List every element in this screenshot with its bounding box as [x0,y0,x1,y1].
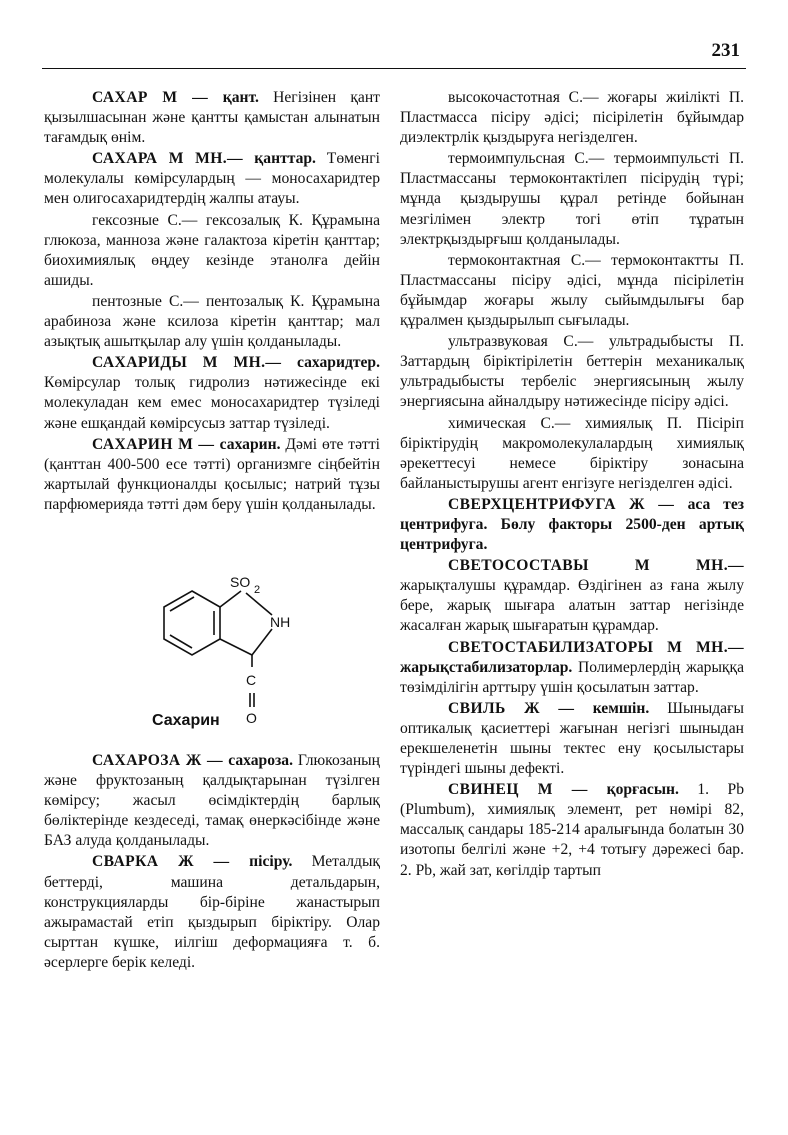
entry-headword: СВИНЕЦ М — [448,781,607,799]
entry-text: Төменгі молекулалы көмірсулардың — моносахаридтер мен олигосахаридтердің жалпы атауы. [44,150,380,208]
dictionary-entry [400,699,744,779]
entry-translation: қант. [222,89,259,106]
entry-text: Металдық беттерді, машина детальдарын, конструкцияларды бір-біріне жанастырып ажырамастай етіп қыздырып біріктіру. Олар сырттан күшке, иілгіш деформацияға т. б. әсерлерге берік келеді. [44,853,380,971]
entry-text: термоконтактная С.— термоконтактты П. Пластмассаны пісіру әдісі, мұнда пісірілетін бұйымдар жоғары жылу сыйымдылығы бар құралмен қыздырылып сығылады. [400,251,744,330]
entry-translation: қанттар. [254,150,316,168]
left-entries [44,88,380,515]
entry-headword: САХАРА М МН.— [92,150,255,168]
o-label: O [246,709,257,726]
dictionary-entry [44,149,380,209]
dictionary-entry [44,353,380,433]
dictionary-entry [44,435,380,515]
dictionary-entry [400,556,744,636]
benzene-double-bond-1 [170,597,194,611]
entry-translation: қорғасын. [606,781,679,799]
entry-translation: пісіру. [249,853,293,871]
entry-text: высокочастотная С.— жоғары жиілікті П. Пластмасса пісіру әдісі; пісірілетін бұйымдар диэлектрлік қыздыруға негізделген. [400,89,744,147]
dictionary-entry [44,292,380,352]
bond-so2-nh [246,593,272,615]
entry-text: термоимпульсная С.— термоимпульсті П. Пластмассаны термоконтактілеп пісірудің түрі; мұнда қыздырушы құрал ретінде бойынан мезгілімен электр тогі өтіп тұратын электрқыздырғыш қолданылады. [400,150,744,248]
dictionary-entry [400,780,744,880]
entry-text: жарықталушы құрамдар. Өздігінен аз ғана жылу бере, жарық шығара алатын заттар негізінде жасалған жарық шығаратын құрамдар. [400,577,744,635]
right-entries [400,88,744,881]
entry-text: Негізінен қант қызылшасынан және қантты қамыстан алынатын тағамдық өнім. [44,89,380,147]
dictionary-entry [400,638,744,698]
entry-headword: СВЕРХЦЕНТРИФУГА Ж — [448,495,688,513]
c-label: C [246,671,257,688]
saccharin-figure [44,543,380,741]
nh-label: NH [270,613,291,630]
right-column [400,88,744,882]
left-column [44,88,380,974]
bond-ring-so2 [220,591,241,607]
entry-translation: аса тез центрифуга. Бөлу факторы 2500-ден артық центрифуга. [400,495,745,554]
dictionary-entry [400,332,744,412]
entry-translation: кемшін. [592,699,650,717]
entry-translation: сахарин. [219,435,281,453]
entry-headword: СВАРКА Ж — [92,853,250,871]
entry-text: ультразвуковая С.— ультрадыбысты П. Заттардың біріктірілетін беттерін механикалық ультрадыбысты тербеліс энергиясының жылу энергиясына айналдыру нәтижесінде пісіру әдісі. [400,333,744,411]
header-rule [42,68,746,69]
entry-headword: СВЕТОСТАБИЛИЗАТОРЫ М МН.— [448,638,744,656]
page-number: 231 [711,40,740,61]
so2-subscript: 2 [254,583,261,596]
dictionary-entry [44,211,380,291]
entry-headword: СВЕТОСОСТАВЫ М МН.— [448,557,744,575]
entry-headword: САХАРИДЫ М МН.— [92,354,297,372]
entry-headword: САХАРИН М — [92,435,220,453]
dictionary-entry [400,495,744,555]
dictionary-entry [400,414,744,494]
left-entries-after [44,751,380,973]
entry-text: Глюкозаның және фруктозаның қалдықтарынан түзілген көмірсу; жасыл өсімдіктердің барлық бөліктерінде кездеседі, тамақ өнеркәсібінде және БАЗ алуда қолданылады. [44,751,380,850]
entry-translation: сахароза. [228,751,293,769]
entry-text: гексозные С.— гексозалық К. Құрамына глюкоза, манноза және галактоза кіретін қанттар; биохимиялық өңдеу кезінде этанолға дейін ашиды. [44,211,380,289]
bond-nh-c [252,629,272,655]
entry-headword: САХАРОЗА Ж — [92,751,229,769]
benzene-ring [164,591,220,655]
benzene-double-bond-3 [170,635,192,648]
bond-ring-c [220,639,252,655]
entry-text: Дәмі өте тәтті (қанттан 400-500 есе тәтті) организмге сіңбейтін жартылай функционалды қосылыс; натрий тұзы парфюмерияда тәтті дәм беру үшін қолданылады. [44,435,381,513]
entry-text: Көмірсулар толық гидролиз нәтижесінде екі молекуладан кем емес моносахаридтер түзіледі және ешқандай көмірсусыз заттар түзіледі. [44,374,380,432]
dictionary-entry [400,88,744,148]
dictionary-entry [44,88,380,148]
dictionary-entry [44,852,380,973]
dictionary-entry [44,751,380,851]
dictionary-entry [400,149,744,249]
dictionary-entry [400,251,744,331]
entry-text: 1. Pb (Plumbum), химиялық элемент, рет нөмірі 82, массалық сандары 185-214 аралығында болатын 30 изотопы белгілі және +2, +4 тотығу дәрежесі бар. 2. Pb, жай зат, көгілдір тартып [400,781,744,879]
so2-label: SO [230,573,251,590]
entry-text: химическая С.— химиялық П. Пісіріп біріктірудің макромолекулалардың химиялық әрекеттесуі немесе біріктіру зонасына байланыстырушы агент енгізуге негізделген әдісі. [400,414,744,492]
figure-caption: Сахарин [152,711,220,729]
entry-headword: САХАР М — [92,89,223,106]
entry-translation: жарықстабилизаторлар. [400,658,573,676]
entry-headword: СВИЛЬ Ж — [448,699,593,717]
entry-translation: сахаридтер. [297,354,380,372]
entry-text: Шыныдағы оптикалық қасиеттері жағынан негізгі шыныдан ерекшеленетін шыны тектес ену қосылыстары түріндегі шыны дефекті. [400,699,744,778]
entry-text: пентозные С.— пентозалық К. Құрамына арабиноза және ксилоза кіретін қанттар; мал азықтық ашытқылар алу үшін қолданылады. [44,292,380,351]
entry-text: Полимерлердің жарыққа төзімділігін арттыру үшін қосылатын заттар. [400,658,744,696]
